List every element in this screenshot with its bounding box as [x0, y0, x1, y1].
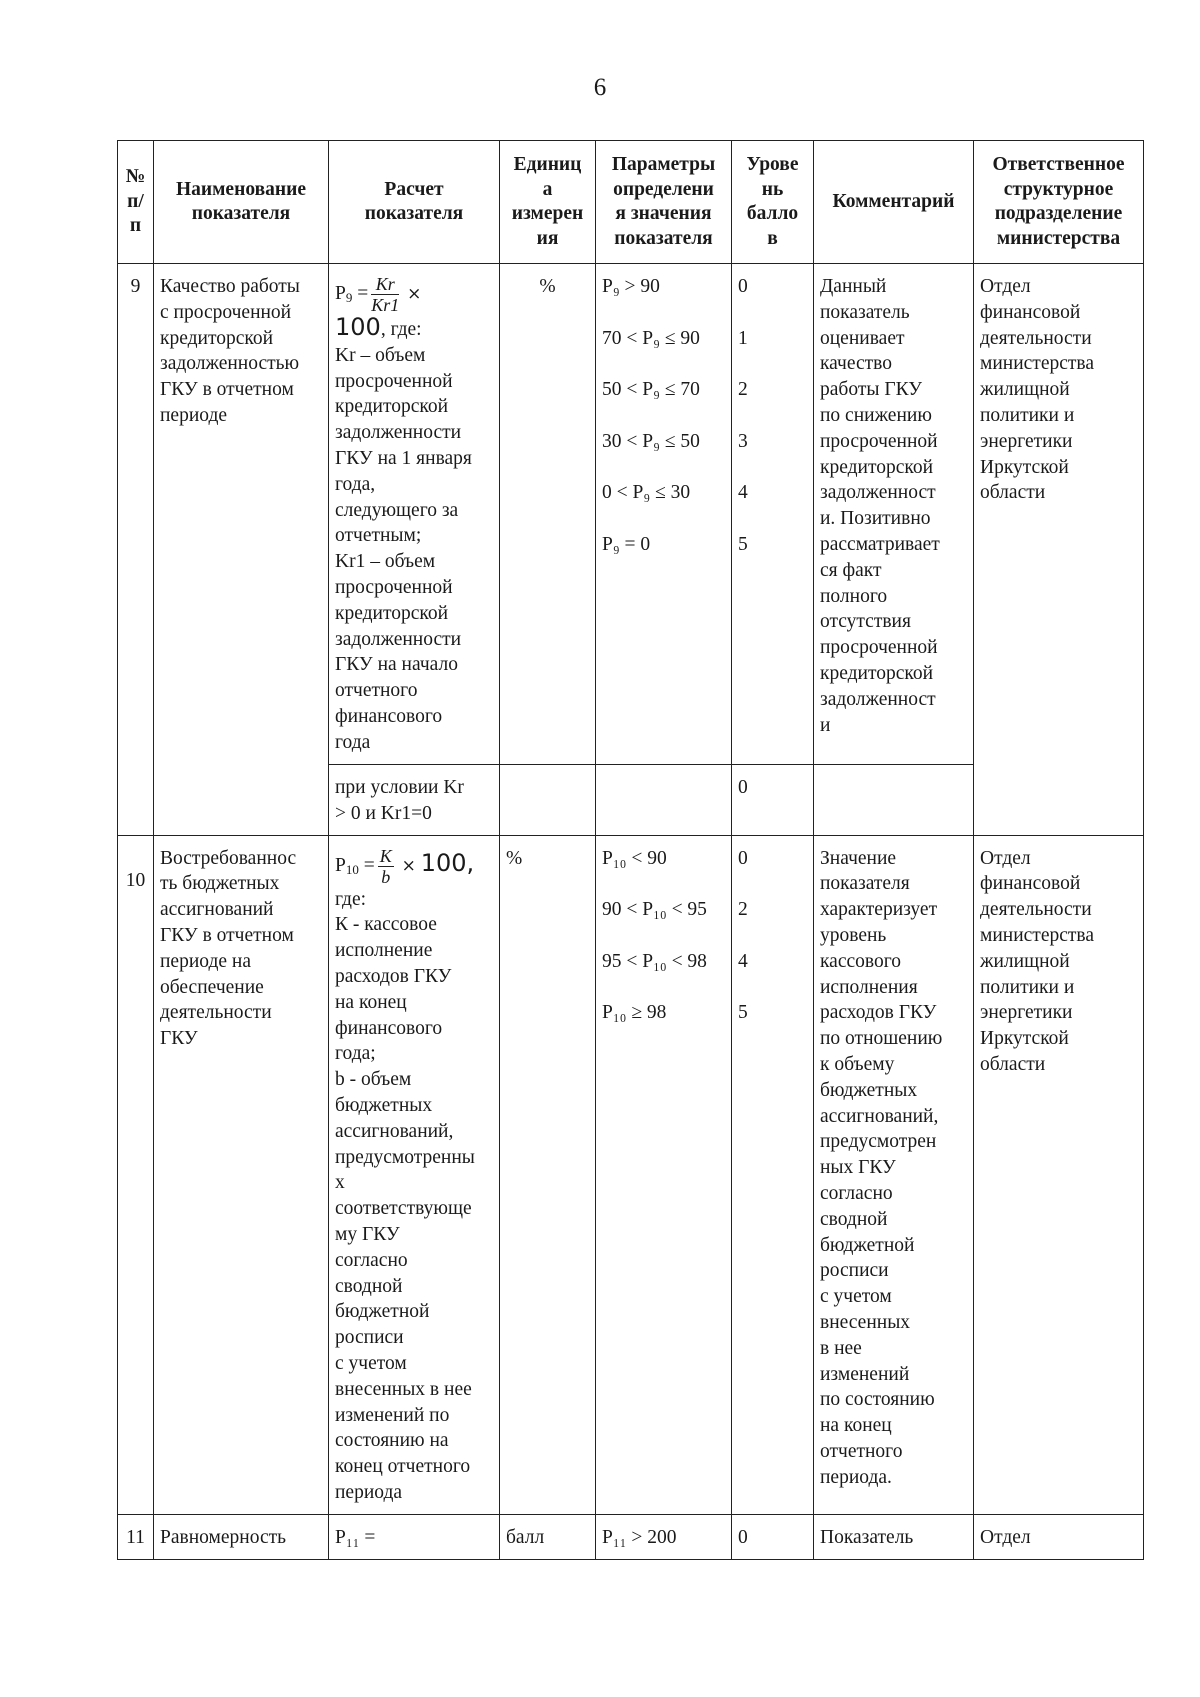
value-line: 95 < P₁₀ < 98 [602, 950, 707, 972]
value-line: P₁₀ < 90 [602, 847, 667, 869]
text-line: предусмотрен [820, 1131, 937, 1153]
value-line: 4 [738, 482, 748, 504]
indicator-name [154, 1514, 329, 1559]
indicator-calc [329, 835, 500, 1514]
text-line: к объему [820, 1053, 895, 1075]
text-line: кредиторской [335, 602, 449, 624]
text-line: изменений по [335, 1404, 450, 1426]
text-line: и [820, 714, 831, 736]
text-line: энергетики [980, 430, 1073, 452]
condition-calc [329, 765, 500, 836]
text-line: бюджетных [335, 1094, 433, 1116]
text-line: ГКУ на 1 января [335, 447, 472, 469]
text-line: расходов ГКУ [335, 965, 452, 987]
text-line: отчетного [820, 1440, 903, 1462]
text-line: Отдел [980, 847, 1031, 869]
text-line: сводной [335, 1275, 403, 1297]
text-line: Урове [746, 154, 799, 175]
text-line: согласно [335, 1249, 408, 1271]
text-line: финансового [335, 1017, 443, 1039]
text-line: качество [820, 353, 893, 375]
text-line: Ответственное [992, 154, 1125, 175]
text-line: Показатель [820, 1526, 914, 1548]
text-line: внесенных в нее [335, 1378, 472, 1400]
text-line: отсутствия [820, 611, 911, 633]
text-line: показателя [364, 203, 464, 224]
condition-level: 0 [732, 765, 814, 836]
text-line: финансовой [980, 301, 1081, 323]
text-line: определени [613, 178, 714, 200]
text-line: исполнение [335, 940, 433, 962]
text-line: внесенных [820, 1311, 911, 1333]
text-line: бюджетной [820, 1234, 915, 1256]
text-line: ных ГКУ [820, 1157, 896, 1179]
indicator-name [154, 835, 329, 1514]
text-line: показателя [614, 227, 713, 249]
text-line: с просроченной [160, 301, 292, 323]
indicator-params [596, 835, 732, 1514]
text-line: х [335, 1172, 345, 1194]
text-line: росписи [820, 1260, 889, 1282]
indicator-unit: % [500, 835, 596, 1514]
text-line: жилищной [980, 950, 1070, 972]
text-line: деятельности [980, 327, 1092, 349]
text-line: Иркутской [980, 1028, 1069, 1050]
value-line: 5 [738, 1002, 748, 1024]
formula: $P_{10}$ = $\frac{K}{b}$ × 100, [335, 845, 475, 887]
text-line: показателя [820, 873, 910, 895]
text-line: P₁₁ > 200 [602, 1526, 677, 1548]
text-line: измерен [511, 203, 584, 224]
text-line: оценивает [820, 327, 905, 349]
page-number: 6 [593, 74, 607, 101]
text-line: периоде на [160, 950, 252, 972]
indicator-responsible [974, 1514, 1144, 1559]
row-num: 9 [118, 264, 154, 836]
text-line: я значения [615, 203, 712, 224]
value-line: P₉ > 90 [602, 276, 660, 297]
text-line: бюджетной [335, 1301, 430, 1323]
text-line: деятельности [160, 1002, 272, 1024]
table-row [118, 264, 1144, 765]
text-line: просроченной [335, 576, 453, 598]
text-line: финансового [335, 705, 443, 727]
condition-comment [814, 765, 974, 836]
text-line: расходов ГКУ [820, 1002, 937, 1024]
text-line: по снижению [820, 404, 932, 426]
text-line: жилищной [980, 379, 1070, 401]
indicator-params [596, 264, 732, 765]
text-line: Отдел [980, 1526, 1031, 1548]
indicator-calc: P₁₁ = [329, 1514, 500, 1559]
text-line: энергетики [980, 1002, 1073, 1024]
indicator-levels [732, 1514, 814, 1559]
formula: $P_9$ = $\frac{Kr}{Kr1}$ × [335, 274, 422, 315]
text-line: с учетом [335, 1352, 407, 1374]
indicator-comment [814, 264, 974, 765]
text-line: показатель [820, 301, 910, 323]
text-line: по отношению [820, 1028, 943, 1050]
text-line: где: [335, 888, 367, 910]
text-line: характеризует [820, 899, 938, 921]
text-line: > 0 и Kr1=0 [335, 802, 432, 824]
text-line: росписи [335, 1327, 404, 1349]
text-line: ассигнований, [335, 1120, 454, 1142]
header-responsible [974, 141, 1144, 264]
text-line: ть бюджетных [160, 873, 280, 895]
header-comment [814, 141, 974, 264]
indicator-responsible [974, 835, 1144, 1514]
value-line: 90 < P₁₀ < 95 [602, 899, 707, 921]
indicator-levels [732, 264, 814, 765]
value-line: 1 [738, 327, 748, 349]
text-line: рассматривает [820, 533, 940, 555]
text-line: на конец [820, 1415, 892, 1437]
text-line: задолженностью [160, 353, 300, 375]
text-line: Отдел [980, 276, 1031, 297]
text-line: задолженности [335, 628, 462, 650]
text-line: ассигнований, [820, 1105, 939, 1127]
text-line: года, [335, 473, 376, 495]
indicator-comment [814, 1514, 974, 1559]
text-line: ГКУ [160, 1028, 198, 1050]
text-line: п [129, 215, 142, 237]
indicator-comment [814, 835, 974, 1514]
text-line: согласно [820, 1182, 893, 1204]
indicator-unit: % [500, 264, 596, 765]
text-line: подразделение [994, 203, 1123, 224]
text-line: а [542, 178, 553, 200]
value-line: 0 [738, 847, 748, 869]
text-line: № [125, 166, 146, 188]
value-line: P₁₀ ≥ 98 [602, 1002, 667, 1024]
value-line: 5 [738, 533, 748, 555]
text-line: кредиторской [160, 327, 274, 349]
text-line: периода [335, 1481, 403, 1503]
text-line: структурное [1003, 178, 1114, 200]
text-line: К - кассовое [335, 914, 437, 936]
indicator-levels [732, 835, 814, 1514]
value-line: 2 [738, 379, 748, 401]
text-line: Параметры [611, 154, 716, 175]
text-line: Востребованнос [160, 847, 297, 869]
text-line: бюджетных [820, 1079, 918, 1101]
text-line: следующего за [335, 499, 459, 521]
text-line: и. Позитивно [820, 508, 931, 530]
text-line: с учетом [820, 1286, 892, 1308]
text-line: просроченной [820, 637, 938, 659]
text-line: п/ [127, 190, 144, 212]
value-line: 30 < P₉ ≤ 50 [602, 430, 700, 452]
text-line: просроченной [820, 430, 938, 452]
text-line: ия [536, 227, 559, 249]
text-line: задолженности [335, 422, 462, 444]
text-line: года; [335, 1043, 376, 1065]
text-line: Kr1 – объем [335, 551, 436, 573]
text-line: политики и [980, 404, 1075, 426]
text-line: политики и [980, 976, 1075, 998]
text-line: Качество работы [160, 276, 300, 297]
text-line: предусмотренны [335, 1146, 475, 1168]
text-line: в [767, 227, 778, 249]
text-line: ассигнований [160, 899, 274, 921]
value-line: 70 < P₉ ≤ 90 [602, 327, 700, 349]
text-line: Единиц [513, 154, 582, 175]
value-line: 0 < P₉ ≤ 30 [602, 482, 691, 504]
text-line: министерства [996, 227, 1121, 249]
text-line: отчетного [335, 680, 418, 702]
text-line: ГКУ в отчетном [160, 924, 294, 946]
indicator-calc: $P_9$ = $\frac{Kr}{Kr1}$ × 100, где: Kr – объем просроченной кредиторской задолженности ГКУ на 1 января года, следующего за отчетным; Kr1 – объем просроченной кредиторской задолженности ГКУ на начало отчетного финансового года [329, 264, 500, 765]
text-line: ся факт [820, 559, 882, 581]
text-line: года [335, 731, 371, 753]
text-line: соответствующе [335, 1198, 472, 1220]
text-line: сводной [820, 1208, 888, 1230]
value-line: P₉ = 0 [602, 533, 651, 555]
text-line: Расчет [384, 178, 444, 200]
text-line: показателя [191, 203, 291, 224]
text-line: задолженност [820, 482, 936, 504]
text-line: задолженност [820, 688, 936, 710]
text-line: ГКУ в отчетном [160, 379, 294, 401]
value-line: 50 < P₉ ≤ 70 [602, 379, 700, 401]
text-line: Kr – объем [335, 344, 426, 366]
text-line: в нее [820, 1337, 862, 1359]
header-params [596, 141, 732, 264]
text-line: состоянию на [335, 1430, 449, 1452]
text-line: кредиторской [820, 662, 934, 684]
indicator-unit: балл [500, 1514, 596, 1559]
indicator-params [596, 1514, 732, 1559]
text-line: Значение [820, 847, 897, 869]
condition-params [596, 765, 732, 836]
text-line: области [980, 1053, 1046, 1075]
text-line: Комментарий [832, 190, 955, 212]
text-line: Равномерность [160, 1526, 287, 1548]
header-name [154, 141, 329, 264]
table-row [118, 1514, 1144, 1559]
header-unit [500, 141, 596, 264]
text-line: периода. [820, 1466, 892, 1488]
header-calc [329, 141, 500, 264]
text-line: кассового [820, 950, 901, 972]
text-line: нь [761, 178, 784, 200]
text-line: изменений [820, 1363, 910, 1385]
text-line: Иркутской [980, 456, 1069, 478]
text-line: ГКУ на начало [335, 654, 458, 676]
condition-unit [500, 765, 596, 836]
value-line: 2 [738, 899, 748, 921]
text-line: министерства [980, 924, 1095, 946]
text-line: по состоянию [820, 1389, 935, 1411]
text-line: обеспечение [160, 976, 264, 998]
header-num [118, 141, 154, 264]
text-line: му ГКУ [335, 1223, 400, 1245]
text-line: финансовой [980, 873, 1081, 895]
text-line: полного [820, 585, 888, 607]
text-line: 0 [738, 1526, 748, 1548]
indicators-table [117, 140, 1144, 1560]
text-line: Данный [820, 276, 887, 297]
text-line: исполнения [820, 976, 918, 998]
text-line: балло [746, 203, 799, 224]
text-line: министерства [980, 353, 1095, 375]
text-line: деятельности [980, 899, 1092, 921]
value-line: 0 [738, 276, 748, 297]
row-num: 11 [118, 1514, 154, 1559]
text-line: работы ГКУ [820, 379, 923, 401]
text-line: отчетным; [335, 525, 422, 547]
text-line: Наименование [176, 178, 306, 200]
text-line: области [980, 482, 1046, 504]
text-line: при условии Kr [335, 777, 464, 798]
row-num: 10 [118, 835, 154, 1514]
text-line: b - объем [335, 1069, 412, 1091]
indicator-name [154, 264, 329, 836]
text-line: на конец [335, 991, 407, 1013]
value-line: 3 [738, 430, 748, 452]
text-line: кредиторской [335, 396, 449, 418]
text-line: просроченной [335, 370, 453, 392]
text-line: уровень [820, 924, 887, 946]
value-line: 4 [738, 950, 748, 972]
header-level [732, 141, 814, 264]
text-line: конец отчетного [335, 1456, 471, 1478]
text-line: кредиторской [820, 456, 934, 478]
text-line: периоде [160, 404, 228, 426]
table-row [118, 835, 1144, 1514]
header-row [118, 141, 1144, 264]
indicator-responsible [974, 264, 1144, 836]
